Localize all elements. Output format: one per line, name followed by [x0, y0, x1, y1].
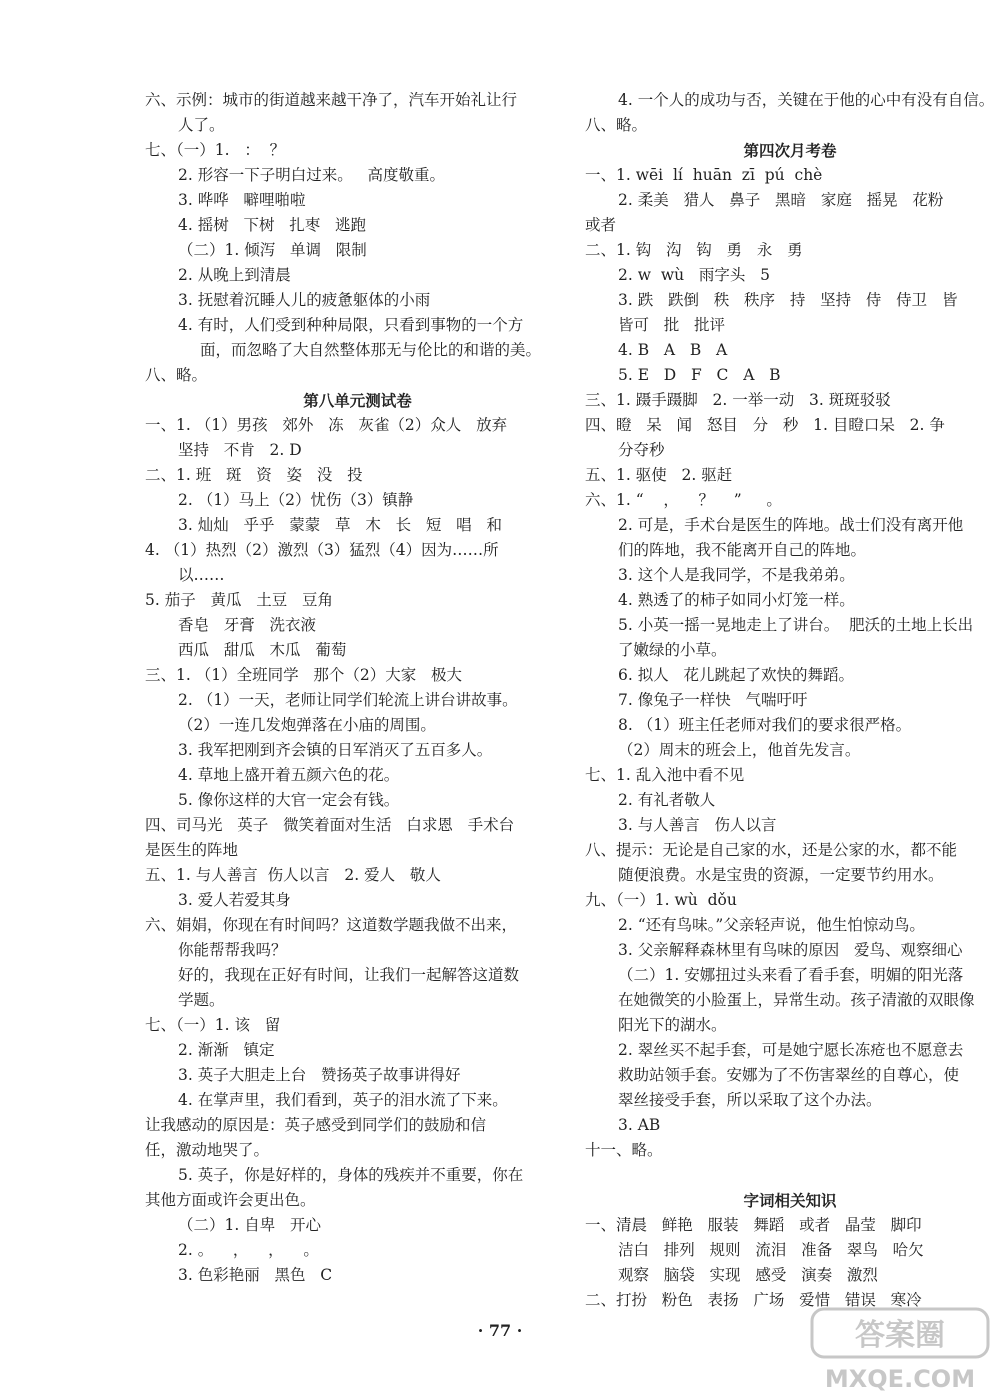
answer-line: 任，激动地哭了。 — [145, 1141, 270, 1159]
answer-line: 四、瞪 呆 闻 怒目 分 秒 1. 目瞪口呆 2. 争 — [585, 416, 945, 434]
answer-line: 4. 在掌声里，我们看到，英子的泪水流了下来。 — [178, 1091, 508, 1109]
answer-line: 5. 像你这样的大官一定会有钱。 — [178, 791, 400, 809]
answer-line: 3. 爱人若爱其身 — [178, 891, 291, 909]
answer-line: 2. 从晚上到清晨 — [178, 266, 291, 284]
answer-line: 二、1. 班 斑 资 姿 没 投 — [145, 466, 363, 484]
answer-line: 2. 柔美 猎人 鼻子 黑暗 家庭 摇晃 花粉 — [618, 191, 944, 209]
answer-line: 3. 英子大胆走上台 赞扬英子故事讲得好 — [178, 1066, 461, 1084]
answer-line: 西瓜 甜瓜 木瓜 葡萄 — [178, 641, 347, 659]
answer-line: 洁白 排列 规则 流泪 准备 翠鸟 哈欠 — [618, 1241, 924, 1259]
answer-line: 2. （1）马上（2）忧伤（3）镇静 — [178, 491, 414, 509]
answer-line: 4. 摇树 下树 扎枣 逃跑 — [178, 216, 367, 234]
answer-line: 5. 茄子 黄瓜 土豆 豆角 — [145, 591, 334, 609]
answer-line: 或者 — [585, 216, 617, 234]
answer-line: 六、娟娟，你现在有时间吗？这道数学题我做不出来， — [145, 916, 518, 934]
answer-line: 香皂 牙膏 洗衣液 — [178, 616, 317, 634]
answer-line: 3. AB — [618, 1116, 661, 1134]
answer-line: 七、1. 乱入池中看不见 — [585, 766, 745, 784]
answer-line: 好的，我现在正好有时间，让我们一起解答这道数 — [178, 966, 520, 984]
answer-line: 七、（一）1. 该 留 — [145, 1016, 281, 1034]
answer-line: 坚持 不肯 2. D — [178, 441, 302, 459]
answer-line: 你能帮帮我吗？ — [178, 941, 287, 959]
answer-line: 4. B A B A — [618, 341, 728, 359]
answer-line: 2. w wù 雨字头 5 — [618, 266, 771, 284]
answer-line: 分夺秒 — [618, 441, 665, 459]
section-heading: 字词相关知识 — [743, 1191, 837, 1210]
answer-line: （2）周末的班会上，他首先发言。 — [618, 741, 861, 759]
answer-line: 3. 这个人是我同学，不是我弟弟。 — [618, 566, 855, 584]
answer-line: 在她微笑的小脸蛋上，异常生动。孩子清澈的双眼像 — [618, 991, 975, 1009]
answer-line: 3. 我军把刚到齐会镇的日军消灭了五百多人。 — [178, 741, 493, 759]
answer-line: 3. 与人善言 伤人以言 — [618, 816, 777, 834]
section-spacer — [585, 1163, 995, 1188]
answer-line: 面，而忽略了大自然整体那无与伦比的和谐的美。 — [200, 341, 542, 359]
answer-line: 五、1. 与人善言 伤人以言 2. 爱人 敬人 — [145, 866, 441, 884]
answer-line: 2. 形容一下子明白过来。 高度敬重。 — [178, 166, 445, 184]
answer-line: 4. （1）热烈（2）激烈（3）猛烈（4）因为……所 — [145, 541, 499, 559]
answer-line: 让我感动的原因是：英子感受到同学们的鼓励和信 — [145, 1116, 487, 1134]
answer-line: 2. 翠丝买不起手套，可是她宁愿长冻疮也不愿意去 — [618, 1041, 964, 1059]
answer-line: 3. 色彩艳丽 黑色 C — [178, 1266, 333, 1284]
answer-line: 是医生的阵地 — [145, 841, 239, 859]
answer-line: 3. 抚慰着沉睡人儿的疲惫躯体的小雨 — [178, 291, 431, 309]
answer-line: 2. 可是，手术台是医生的阵地。战士们没有离开他 — [618, 516, 964, 534]
answer-line: 皆可 批 批评 — [618, 316, 726, 334]
watermark-top-text: 答案圈 — [855, 1318, 945, 1353]
answer-line: 7. 像兔子一样快 气喘吁吁 — [618, 691, 808, 709]
answer-line: （二）1. 自卑 开心 — [178, 1216, 321, 1234]
watermark-bottom-text: MXQE.COM — [824, 1365, 976, 1393]
answer-line: 6. 拟人 花儿跳起了欢快的舞蹈。 — [618, 666, 854, 684]
answer-line: 5. E D F C A B — [618, 366, 781, 384]
answer-line: 2. 有礼者敬人 — [618, 791, 716, 809]
answer-line: 八、略。 — [585, 116, 648, 134]
answer-line: 六、1. “ ， ？ ” 。 — [585, 491, 782, 509]
answer-line: 2. “还有鸟味。”父亲轻声说，他生怕惊动鸟。 — [618, 916, 925, 934]
answer-line: 们的阵地，我不能离开自己的阵地。 — [618, 541, 867, 559]
answer-line: 随便浪费。水是宝贵的资源，一定要节约用水。 — [618, 866, 944, 884]
page-number: · 77 · — [477, 1321, 523, 1340]
answer-line: 以…… — [178, 566, 225, 584]
answer-line: 3. 父亲解释森林里有鸟味的原因 爱鸟、观察细心 — [618, 941, 963, 959]
answer-line: 三、1. （1）全班同学 那个（2）大家 极大 — [145, 666, 463, 684]
answer-line: 观察 脑袋 实现 感受 演奏 激烈 — [618, 1266, 878, 1284]
answer-line: 二、打扮 粉色 表扬 广场 爱惜 错误 寒冷 — [585, 1291, 922, 1309]
answer-line: 八、提示：无论是自己家的水，还是公家的水，都不能 — [585, 841, 958, 859]
answer-line: 4. 草地上盛开着五颜六色的花。 — [178, 766, 400, 784]
answer-line: 救助站领手套。安娜为了不伤害翠丝的自尊心，使 — [618, 1066, 960, 1084]
answer-line: 5. 小英一摇一晃地走上了讲台。 肥沃的土地上长出 — [618, 616, 974, 634]
answer-line: 八、略。 — [145, 366, 208, 384]
answer-line: 了嫩绿的小草。 — [618, 641, 727, 659]
answer-line: 一、清晨 鲜艳 服装 舞蹈 或者 晶莹 脚印 — [585, 1216, 922, 1234]
answer-line: 人了。 — [178, 116, 225, 134]
section-heading: 第八单元测试卷 — [303, 391, 412, 410]
answer-line: 4. 熟透了的柿子如同小灯笼一样。 — [618, 591, 855, 609]
answer-line: 3. 哗哗 噼哩啪啦 — [178, 191, 306, 209]
answer-line: 4. 有时，人们受到种种局限，只看到事物的一个方 — [178, 316, 524, 334]
watermark-logo — [810, 1305, 990, 1395]
answer-line: （2）一连几发炮弹落在小庙的周围。 — [178, 716, 436, 734]
answer-line: 3. 跌 跌倒 秩 秩序 持 坚持 侍 侍卫 皆 — [618, 291, 958, 309]
right-column — [585, 88, 995, 1313]
answer-line: 2. 渐渐 镇定 — [178, 1041, 275, 1059]
answer-line: 学题。 — [178, 991, 225, 1009]
answer-line: 3. 灿灿 乎乎 蒙蒙 草 木 长 短 唱 和 — [178, 516, 502, 534]
answer-line: 一、1. wēi lí huān zī pú chè — [585, 166, 823, 184]
left-column — [145, 88, 570, 1288]
answer-line: 翠丝接受手套，所以采取了这个办法。 — [618, 1091, 882, 1109]
answer-line: 阳光下的湖水。 — [618, 1016, 727, 1034]
answer-line: 2. （1）一天，老师让同学们轮流上讲台讲故事。 — [178, 691, 518, 709]
answer-line: 其他方面或许会更出色。 — [145, 1191, 316, 1209]
answer-line: 一、1. （1）男孩 郊外 冻 灰雀（2）众人 放弃 — [145, 416, 508, 434]
answer-line: 4. 一个人的成功与否，关键在于他的心中有没有自信。 — [618, 91, 995, 109]
section-heading: 第四次月考卷 — [743, 141, 837, 160]
answer-line: 六、示例：城市的街道越来越干净了，汽车开始礼让行 — [145, 91, 518, 109]
answer-line: 四、司马光 英子 微笑着面对生活 白求恩 手术台 — [145, 816, 515, 834]
answer-line: 九、（一）1. wù dǒu — [585, 891, 737, 909]
answer-line: 2. 。 ， ， 。 — [178, 1241, 319, 1259]
answer-line: 8. （1）班主任老师对我们的要求很严格。 — [618, 716, 912, 734]
answer-line: 七、（一）1. ： ？ — [145, 141, 286, 159]
answer-line: 5. 英子，你是好样的，身体的残疾并不重要，你在 — [178, 1166, 524, 1184]
answer-line: 三、1. 蹑手蹑脚 2. 一举一动 3. 斑斑驳驳 — [585, 391, 891, 409]
answer-line: 十一、略。 — [585, 1141, 663, 1159]
answer-line: （二）1. 安娜扭过头来看了看手套，明媚的阳光落 — [618, 966, 964, 984]
answer-line: 二、1. 钩 沟 钩 勇 永 勇 — [585, 241, 803, 259]
answer-line: 五、1. 驱使 2. 驱赶 — [585, 466, 733, 484]
answer-line: （二）1. 倾泻 单调 限制 — [178, 241, 367, 259]
